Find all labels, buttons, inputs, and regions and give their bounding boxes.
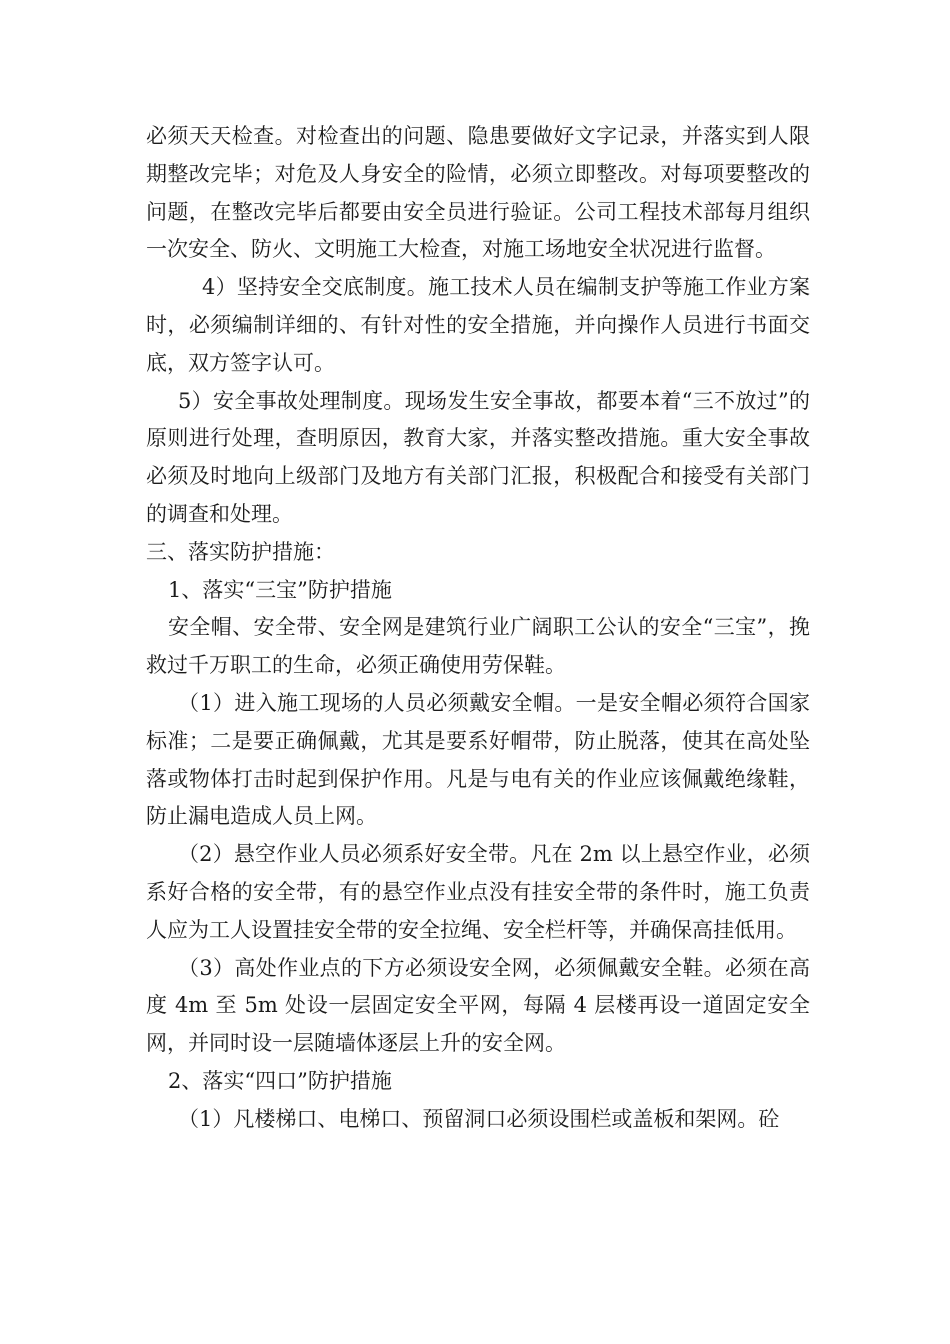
subheading-four-openings: 2、落实“四口”防护措施 — [168, 1068, 392, 1093]
paragraph-openings-guarding: （1）凡楼梯口、电梯口、预留洞口必须设围栏或盖板和架网。砼 — [178, 1106, 780, 1131]
paragraph-accident-handling: 5）安全事故处理制度。现场发生安全事故，都要本着“三不放过”的原则进行处理，查明原因，教育大家，并落实整改措施。重大安全事故必须及时地向上级部门及地方有关部门汇报，积极配合和接受有关部门的调查和处理。 — [146, 388, 810, 526]
paragraph-safety-helmet: （1）进入施工现场的人员必须戴安全帽。一是安全帽必须符合国家标准；二是要正确佩戴，尤其是要系好帽带，防止脱落，使其在高处坠落或物体打击时起到保护作用。凡是与电有关的作业应该佩戴绝缘鞋，防止漏电造成人员上网。 — [146, 690, 810, 829]
paragraph-safety-briefing: 4）坚持安全交底制度。施工技术人员在编制支护等施工作业方案时，必须编制详细的、有针对性的安全措施，并向操作人员进行书面交底，双方签字认可。 — [146, 275, 810, 375]
body-text — [146, 118, 810, 1139]
paragraph-safety-belt: （2）悬空作业人员必须系好安全带。凡在 2m 以上悬空作业，必须系好合格的安全带，有的悬空作业点没有挂安全带的条件时，施工负责人应为工人设置挂安全带的安全拉绳、安全栏杆等，并确保高挂低用。 — [146, 842, 810, 942]
subheading-three-treasures: 1、落实“三宝”防护措施 — [168, 577, 392, 602]
paragraph-three-treasures-intro: 安全帽、安全带、安全网是建筑行业广阔职工公认的安全“三宝”，挽救过千万职工的生命，必须正确使用劳保鞋。 — [146, 615, 810, 678]
section-heading-protection-measures: 三、落实防护措施： — [146, 539, 335, 564]
paragraph-inspection-continued: 必须天天检查。对检查出的问题、隐患要做好文字记录，并落实到人限期整改完毕；对危及人身安全的险情，必须立即整改。对每项要整改的问题，在整改完毕后都要由安全员进行验证。公司工程技术部每月组织一次安全、防火、文明施工大检查，对施工场地安全状况进行监督。 — [146, 124, 810, 262]
paragraph-safety-net: （3）高处作业点的下方必须设安全网，必须佩戴安全鞋。必须在高度 4m 至 5m 处设一层固定安全平网，每隔 4 层楼再设一道固定安全网，并同时设一层随墙体逐层上升的安全网。 — [146, 955, 810, 1056]
